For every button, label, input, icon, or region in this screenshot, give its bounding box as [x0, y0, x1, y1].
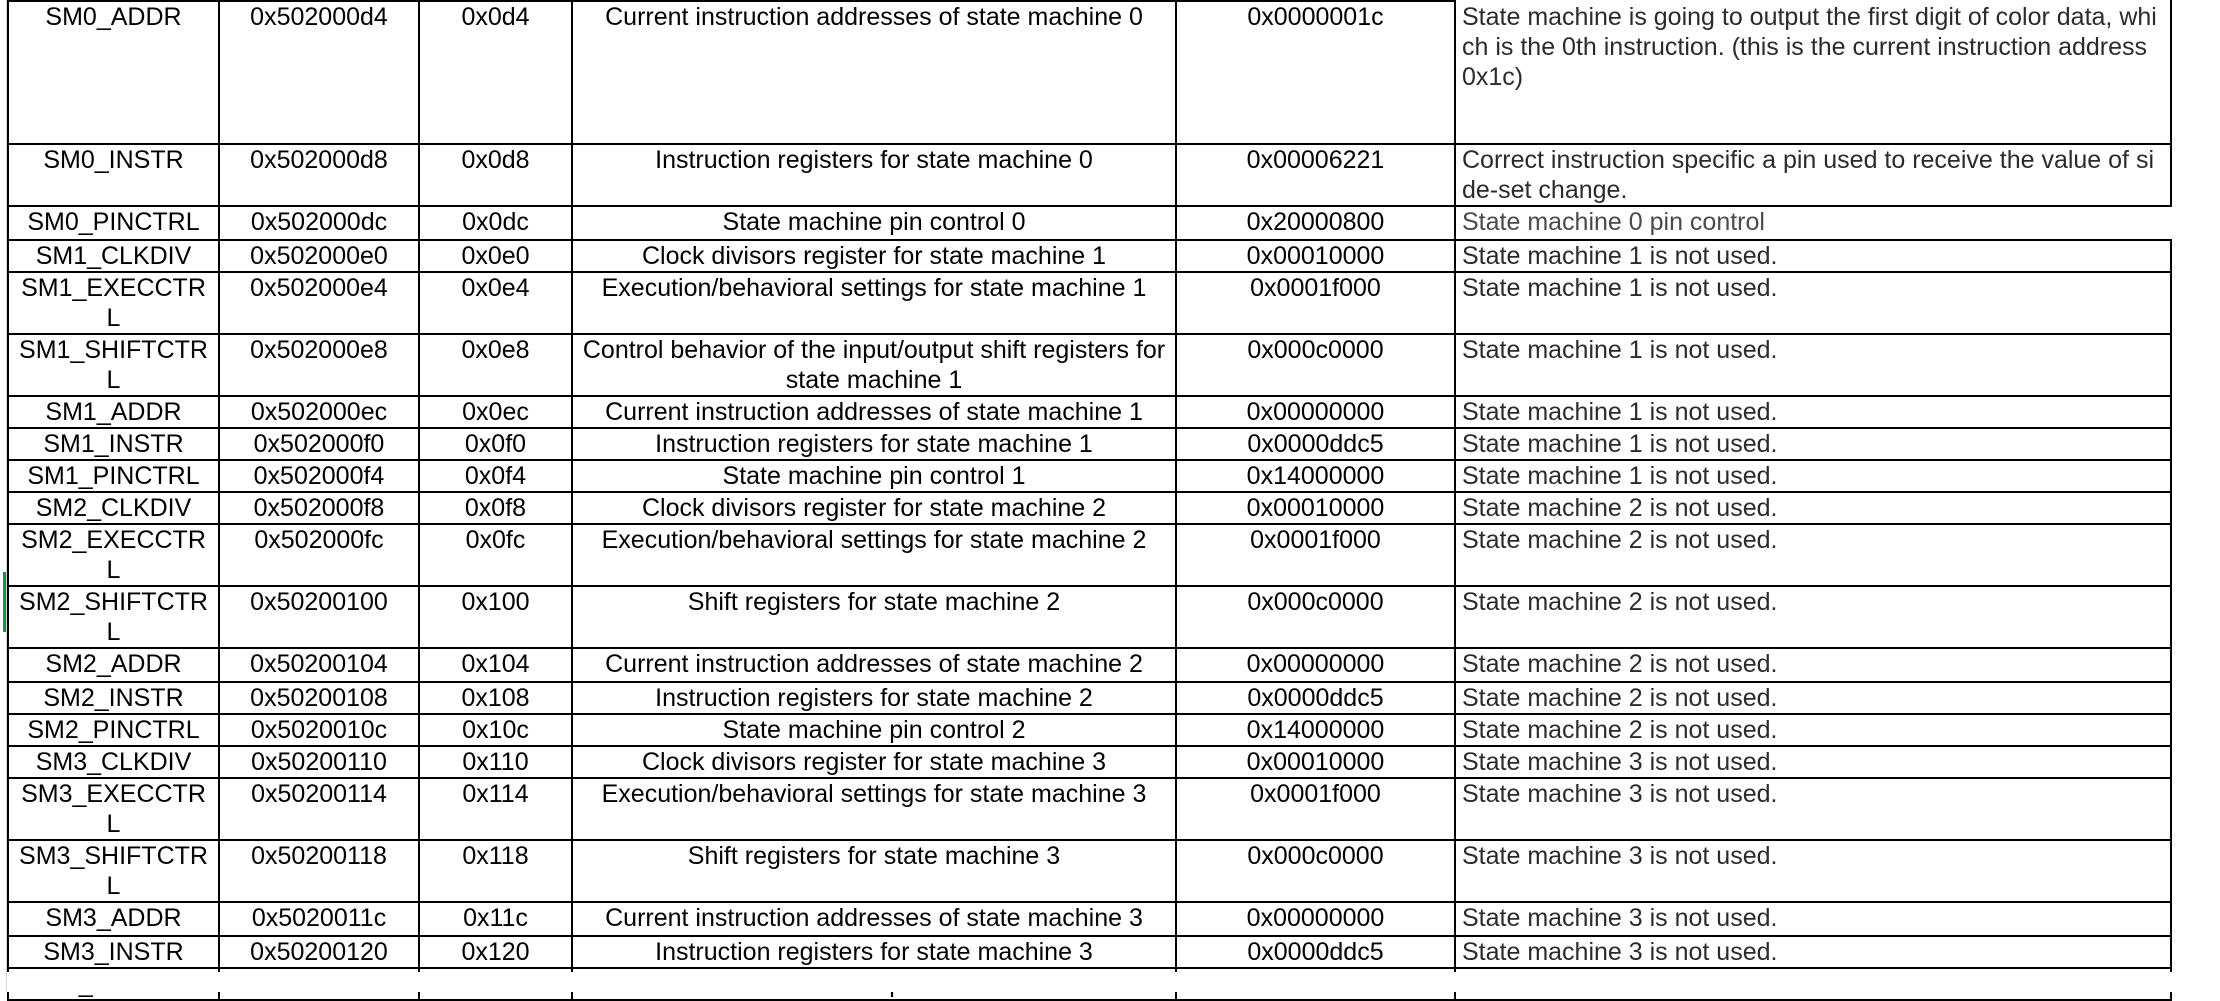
register-value-cell[interactable]: 0x00010000	[1176, 240, 1455, 272]
register-value-cell[interactable]: 0x00000000	[1176, 396, 1455, 428]
register-name-cell[interactable]: SM0_ADDR	[8, 1, 219, 144]
register-description-cell[interactable]: Shift registers for state machine 2	[572, 586, 1176, 648]
register-address-cell[interactable]: 0x502000d4	[219, 1, 419, 144]
table-row[interactable]	[8, 936, 2171, 968]
register-address-cell[interactable]: 0x502000e8	[219, 334, 419, 396]
register-name-cell[interactable]: SM3_SHIFTCTRL	[8, 840, 219, 902]
register-address-cell[interactable]: 0x502000f8	[219, 492, 419, 524]
table-row[interactable]	[8, 428, 2171, 460]
register-address-cell[interactable]: 0x50200100	[219, 586, 419, 648]
register-description-cell[interactable]: Execution/behavioral settings for state machine 1	[572, 272, 1176, 334]
table-row[interactable]	[8, 396, 2171, 428]
register-description-cell[interactable]: Clock divisors register for state machine 1	[572, 240, 1176, 272]
table-row[interactable]	[8, 524, 2171, 586]
register-offset-cell[interactable]: 0x0f0	[419, 428, 572, 460]
register-address-cell[interactable]: 0x50200104	[219, 648, 419, 682]
table-row[interactable]	[8, 240, 2171, 272]
register-name-cell[interactable]: SM2_INSTR	[8, 682, 219, 714]
register-name-cell[interactable]: SM1_INSTR	[8, 428, 219, 460]
register-description-cell[interactable]: Instruction registers for state machine 0	[572, 144, 1176, 206]
register-note-cell[interactable]: State machine 2 is not used.	[1455, 586, 2171, 648]
register-offset-cell[interactable]: 0x0f4	[419, 460, 572, 492]
table-row[interactable]	[8, 586, 2171, 648]
register-description-cell[interactable]: Execution/behavioral settings for state machine 3	[572, 778, 1176, 840]
register-address-cell[interactable]: 0x502000d8	[219, 144, 419, 206]
register-note-cell[interactable]: State machine 3 is not used.	[1455, 778, 2171, 840]
register-address-cell[interactable]: 0x502000dc	[219, 206, 419, 240]
register-offset-cell[interactable]: 0x0e4	[419, 272, 572, 334]
register-description-cell[interactable]: State machine pin control 1	[572, 460, 1176, 492]
register-description-cell[interactable]: Clock divisors register for state machine 3	[572, 746, 1176, 778]
register-description-cell[interactable]: Instruction registers for state machine 3	[572, 936, 1176, 968]
register-name-cell[interactable]: SM2_PINCTRL	[8, 714, 219, 746]
register-description-cell[interactable]: Current instruction addresses of state machine 2	[572, 648, 1176, 682]
register-address-cell[interactable]: 0x50200110	[219, 746, 419, 778]
table-row[interactable]	[8, 460, 2171, 492]
table-row[interactable]	[8, 206, 2171, 240]
register-address-cell[interactable]: 0x502000f4	[219, 460, 419, 492]
register-offset-cell[interactable]: 0x0dc	[419, 206, 572, 240]
register-description-cell[interactable]: State machine pin control 0	[572, 206, 1176, 240]
register-description-cell[interactable]: Instruction registers for state machine 1	[572, 428, 1176, 460]
register-value-cell[interactable]: 0x0000ddc5	[1176, 682, 1455, 714]
register-name-cell[interactable]: SM3_INSTR	[8, 936, 219, 968]
table-row[interactable]	[8, 840, 2171, 902]
register-offset-cell[interactable]: 0x0e8	[419, 334, 572, 396]
register-note-cell[interactable]: State machine 3 is not used.	[1455, 902, 2171, 936]
register-note-cell[interactable]: State machine 1 is not used.	[1455, 334, 2171, 396]
register-table	[7, 0, 2172, 1001]
register-value-cell[interactable]: 0x0000ddc5	[1176, 936, 1455, 968]
register-name-cell[interactable]: SM1_PINCTRL	[8, 460, 219, 492]
register-note-cell[interactable]: State machine 3 is not used.	[1455, 746, 2171, 778]
register-name-cell[interactable]: SM1_ADDR	[8, 396, 219, 428]
register-address-cell[interactable]: 0x502000fc	[219, 524, 419, 586]
register-name-cell[interactable]: SM2_SHIFTCTRL	[8, 586, 219, 648]
register-offset-cell[interactable]: 0x108	[419, 682, 572, 714]
register-value-cell[interactable]: 0x00010000	[1176, 492, 1455, 524]
register-note-cell[interactable]: State machine 3 is not used.	[1455, 840, 2171, 902]
register-name-cell[interactable]: SM2_CLKDIV	[8, 492, 219, 524]
register-note-cell[interactable]: State machine 2 is not used.	[1455, 492, 2171, 524]
register-note-cell[interactable]: State machine 1 is not used.	[1455, 272, 2171, 334]
register-value-cell[interactable]: 0x0001f000	[1176, 778, 1455, 840]
register-note-cell[interactable]: State machine 1 is not used.	[1455, 240, 2171, 272]
register-address-cell[interactable]: 0x502000e0	[219, 240, 419, 272]
register-description-cell[interactable]: Instruction registers for state machine 2	[572, 682, 1176, 714]
register-description-cell[interactable]: Current instruction addresses of state machine 3	[572, 902, 1176, 936]
register-value-cell[interactable]: 0x0000001c	[1176, 1, 1455, 144]
register-address-cell[interactable]: 0x502000ec	[219, 396, 419, 428]
table-row[interactable]	[8, 272, 2171, 334]
register-value-cell[interactable]: 0x000c0000	[1176, 840, 1455, 902]
register-address-cell[interactable]: 0x50200108	[219, 682, 419, 714]
register-name-cell[interactable]: SM1_EXECCTRL	[8, 272, 219, 334]
register-description-cell[interactable]: Clock divisors register for state machine 2	[572, 492, 1176, 524]
register-note-cell[interactable]: State machine 2 is not used.	[1455, 524, 2171, 586]
register-note-cell[interactable]: State machine 2 is not used.	[1455, 648, 2171, 682]
register-name-cell[interactable]: SM0_PINCTRL	[8, 206, 219, 240]
register-note-cell[interactable]: State machine 2 is not used.	[1455, 682, 2171, 714]
empty-sheet-area	[7, 972, 2220, 992]
register-description-cell[interactable]: Control behavior of the input/output shift registers for state machine 1	[572, 334, 1176, 396]
register-value-cell[interactable]: 0x14000000	[1176, 714, 1455, 746]
register-value-cell[interactable]: 0x0001f000	[1176, 272, 1455, 334]
register-note-cell[interactable]: State machine 1 is not used.	[1455, 428, 2171, 460]
register-offset-cell[interactable]: 0x11c	[419, 902, 572, 936]
register-address-cell[interactable]: 0x50200114	[219, 778, 419, 840]
register-name-cell[interactable]: SM3_CLKDIV	[8, 746, 219, 778]
register-note-cell[interactable]: State machine is going to output the first digit of color data, which is the 0th instruction. (this is the current instruction address 0x1c)	[1455, 1, 2171, 144]
register-name-cell[interactable]: SM3_ADDR	[8, 902, 219, 936]
register-name-cell[interactable]: SM2_ADDR	[8, 648, 219, 682]
table-row[interactable]	[8, 902, 2171, 936]
register-address-cell[interactable]: 0x502000e4	[219, 272, 419, 334]
register-address-cell[interactable]: 0x5020010c	[219, 714, 419, 746]
table-row[interactable]	[8, 746, 2171, 778]
register-value-cell[interactable]: 0x00000000	[1176, 902, 1455, 936]
register-note-cell[interactable]: State machine 2 is not used.	[1455, 714, 2171, 746]
register-address-cell[interactable]: 0x5020011c	[219, 902, 419, 936]
row-header-gutter	[0, 0, 7, 992]
register-description-cell[interactable]: Shift registers for state machine 3	[572, 840, 1176, 902]
register-value-cell[interactable]: 0x00006221	[1176, 144, 1455, 206]
table-row[interactable]	[8, 1, 2171, 144]
register-name-cell[interactable]: SM1_SHIFTCTRL	[8, 334, 219, 396]
register-address-cell[interactable]: 0x502000f0	[219, 428, 419, 460]
register-offset-cell[interactable]: 0x100	[419, 586, 572, 648]
table-row[interactable]	[8, 648, 2171, 682]
register-value-cell[interactable]: 0x20000800	[1176, 206, 1455, 240]
register-offset-cell[interactable]: 0x104	[419, 648, 572, 682]
table-row[interactable]	[8, 492, 2171, 524]
register-description-cell[interactable]: Current instruction addresses of state machine 0	[572, 1, 1176, 144]
register-offset-cell[interactable]: 0x10c	[419, 714, 572, 746]
register-note-cell[interactable]: State machine 3 is not used.	[1455, 936, 2171, 968]
active-cell-indicator	[3, 572, 6, 632]
register-name-cell[interactable]: SM0_INSTR	[8, 144, 219, 206]
table-row[interactable]	[8, 714, 2171, 746]
table-row[interactable]	[8, 144, 2171, 206]
register-offset-cell[interactable]: 0x0fc	[419, 524, 572, 586]
register-description-cell[interactable]: Current instruction addresses of state machine 1	[572, 396, 1176, 428]
register-description-cell[interactable]: Execution/behavioral settings for state machine 2	[572, 524, 1176, 586]
register-offset-cell[interactable]: 0x118	[419, 840, 572, 902]
register-address-cell[interactable]: 0x50200120	[219, 936, 419, 968]
register-value-cell[interactable]: 0x00000000	[1176, 648, 1455, 682]
table-row[interactable]	[8, 778, 2171, 840]
table-row[interactable]	[8, 682, 2171, 714]
register-offset-cell[interactable]: 0x0f8	[419, 492, 572, 524]
register-value-cell[interactable]: 0x000c0000	[1176, 334, 1455, 396]
register-address-cell[interactable]: 0x50200118	[219, 840, 419, 902]
register-note-cell[interactable]: State machine 1 is not used.	[1455, 396, 2171, 428]
register-description-cell[interactable]: State machine pin control 2	[572, 714, 1176, 746]
register-offset-cell[interactable]: 0x0d4	[419, 1, 572, 144]
register-value-cell[interactable]: 0x0000ddc5	[1176, 428, 1455, 460]
register-offset-cell[interactable]: 0x0d8	[419, 144, 572, 206]
register-note-cell[interactable]: State machine 1 is not used.	[1455, 460, 2171, 492]
register-value-cell[interactable]: 0x14000000	[1176, 460, 1455, 492]
register-value-cell[interactable]: 0x00010000	[1176, 746, 1455, 778]
register-offset-cell[interactable]: 0x0ec	[419, 396, 572, 428]
register-offset-cell[interactable]: 0x110	[419, 746, 572, 778]
register-note-cell[interactable]: State machine 0 pin control	[1455, 206, 2171, 240]
register-name-cell[interactable]: SM2_EXECCTRL	[8, 524, 219, 586]
table-row[interactable]	[8, 334, 2171, 396]
register-value-cell[interactable]: 0x0001f000	[1176, 524, 1455, 586]
register-offset-cell[interactable]: 0x114	[419, 778, 572, 840]
register-name-cell[interactable]: SM3_EXECCTRL	[8, 778, 219, 840]
register-offset-cell[interactable]: 0x0e0	[419, 240, 572, 272]
register-offset-cell[interactable]: 0x120	[419, 936, 572, 968]
register-note-cell[interactable]: Correct instruction specific a pin used to receive the value of side-set change.	[1455, 144, 2171, 206]
register-name-cell[interactable]: SM1_CLKDIV	[8, 240, 219, 272]
register-value-cell[interactable]: 0x000c0000	[1176, 586, 1455, 648]
